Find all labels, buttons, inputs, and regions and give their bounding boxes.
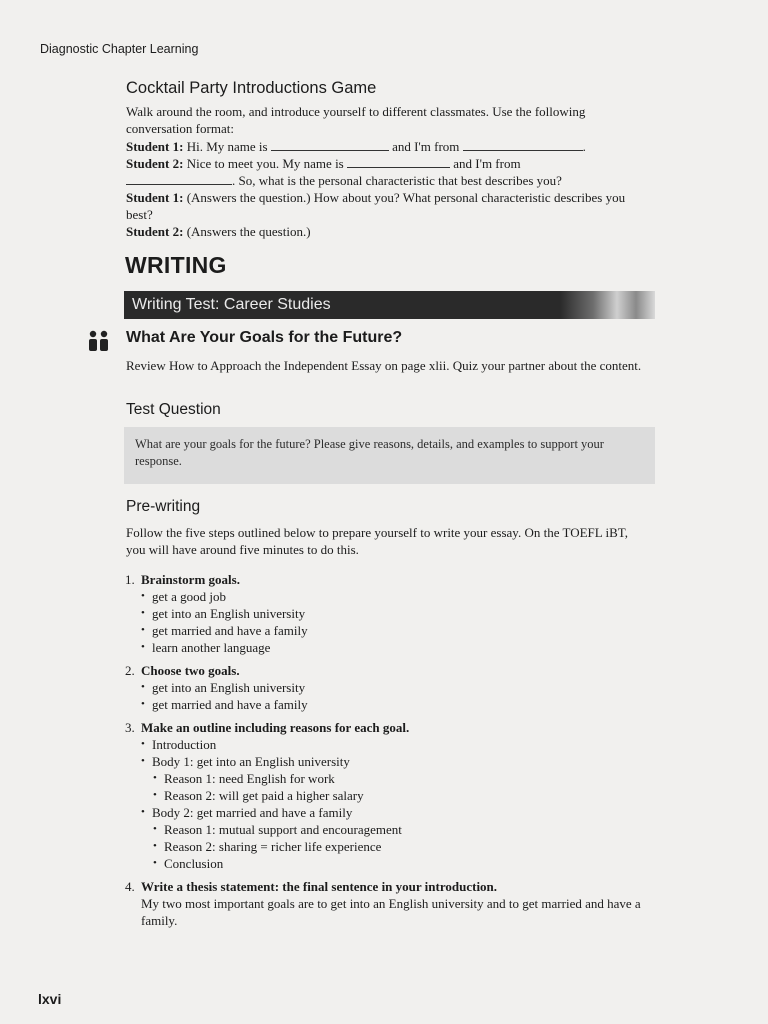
step-title: Write a thesis statement: the final sentence in your introduction. xyxy=(141,879,498,894)
fill-blank xyxy=(126,173,232,185)
banner-title: Writing Test: Career Studies xyxy=(132,296,331,313)
speaker-label: Student 1: xyxy=(126,190,184,205)
activity-instructions: Review How to Approach the Independent Essay on page xlii. Quiz your partner about the content. xyxy=(126,358,642,373)
step-title: Brainstorm goals. xyxy=(141,572,240,587)
step-item xyxy=(125,662,655,713)
pair-work-icon xyxy=(88,330,110,352)
step-number: 3. xyxy=(125,720,135,735)
outline-subitem: • Conclusion xyxy=(153,855,655,872)
outline-subitem: • Reason 2: sharing = richer life experience xyxy=(153,838,655,855)
outline-subitem: • Reason 1: need English for work xyxy=(153,770,655,787)
list-item: • learn another language xyxy=(141,639,655,656)
outline-subitem: • Reason 2: will get paid a higher salary xyxy=(153,787,655,804)
prewriting-instructions: Follow the five steps outlined below to prepare yourself to write your essay. On the TOEFL iBT, you will have around five minutes to do this. xyxy=(126,525,628,557)
banner-photo xyxy=(560,291,655,319)
step-title: Make an outline including reasons for each goal. xyxy=(141,720,410,735)
fill-blank xyxy=(463,139,583,151)
activity-heading: What Are Your Goals for the Future? xyxy=(126,329,403,346)
dialogue-line-1: Student 1: Hi. My name is and I'm from . xyxy=(126,139,586,154)
step-item xyxy=(125,878,655,929)
outline-item: • Introduction xyxy=(141,736,655,753)
dialogue-line-4: Student 1: (Answers the question.) How about you? What personal characteristic describes you best? xyxy=(126,190,626,222)
list-item: • get a good job xyxy=(141,588,655,605)
test-question-text: What are your goals for the future? Please give reasons, details, and examples to support your response. xyxy=(135,437,604,468)
game-intro: Walk around the room, and introduce yourself to different classmates. Use the following conversation format: xyxy=(126,104,586,136)
steps-list xyxy=(125,571,655,935)
dialogue-line-2: Student 2: Nice to meet you. My name is and I'm from xyxy=(126,156,521,171)
dialogue-line-5: Student 2: (Answers the question.) xyxy=(126,224,311,239)
step-number: 1. xyxy=(125,572,135,587)
step-item xyxy=(125,719,655,872)
list-item: • get married and have a family xyxy=(141,696,655,713)
fill-blank xyxy=(347,156,450,168)
test-question-heading: Test Question xyxy=(126,401,221,418)
step-title: Choose two goals. xyxy=(141,663,240,678)
list-item: • get into an English university xyxy=(141,605,655,622)
step-item xyxy=(125,571,655,656)
section-heading-writing: WRITING xyxy=(125,252,227,278)
outline-item: • Body 2: get married and have a family xyxy=(141,804,655,821)
fill-blank xyxy=(271,139,389,151)
step-number: 2. xyxy=(125,663,135,678)
outline-subitem: • Reason 1: mutual support and encouragement xyxy=(153,821,655,838)
prewriting-heading: Pre-writing xyxy=(126,498,201,515)
outline-item: • Body 1: get into an English university xyxy=(141,753,655,770)
thesis-statement: My two most important goals are to get into an English university and to get married and have a family. xyxy=(141,896,641,928)
speaker-label: Student 2: xyxy=(126,224,184,239)
game-heading: Cocktail Party Introductions Game xyxy=(126,79,377,97)
step-number: 4. xyxy=(125,879,135,894)
running-head: Diagnostic Chapter Learning xyxy=(40,42,199,56)
dialogue-line-3: . So, what is the personal characteristic that best describes you? xyxy=(126,172,646,189)
speaker-label: Student 2: xyxy=(126,156,184,171)
list-item: • get into an English university xyxy=(141,679,655,696)
page-number: lxvi xyxy=(38,991,62,1007)
dialogue xyxy=(126,138,646,240)
test-question-box xyxy=(124,427,655,484)
list-item: • get married and have a family xyxy=(141,622,655,639)
speaker-label: Student 1: xyxy=(126,139,184,154)
section-banner xyxy=(124,291,655,319)
